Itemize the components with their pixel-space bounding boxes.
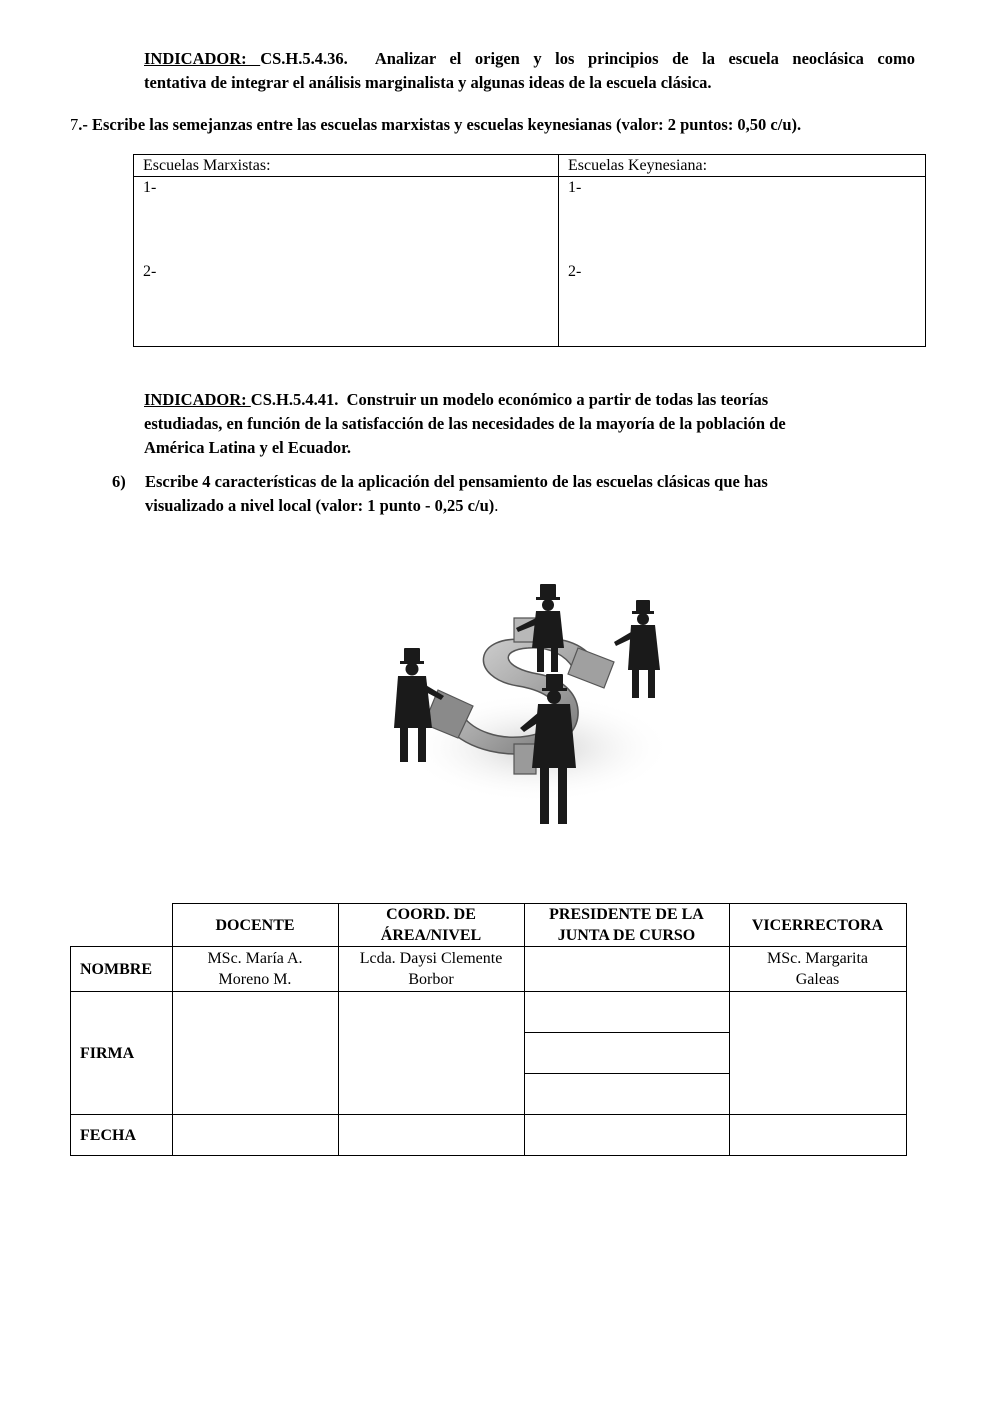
- nombre-docente-line-2: Moreno M.: [218, 971, 292, 988]
- indicator-1-label: INDICADOR:: [144, 49, 261, 68]
- header-coord-line-1: COORD. DE: [386, 906, 476, 923]
- header-presidente-line-2: JUNTA DE CURSO: [557, 927, 696, 944]
- indicator-2-text-1: Construir un modelo económico a partir de todas las teorías: [346, 390, 769, 409]
- indicator-2-line-2: estudiadas, en función de la satisfacción de las necesidades de la mayoría de la población de: [144, 414, 786, 433]
- marxistas-item-1: 1-: [143, 179, 157, 196]
- firma-presidente-1[interactable]: [524, 992, 729, 1033]
- comparison-table: [133, 154, 926, 347]
- question-7-text: .- Escribe las semejanzas entre las escuelas marxistas y escuelas keynesianas (valor: 2 puntos: 0,50 c/u).: [78, 115, 802, 134]
- indicator-2-label: INDICADOR:: [144, 390, 251, 409]
- indicator-1-line-2: tentativa de integrar el análisis marginalista y algunas ideas de la escuela clásica.: [144, 73, 712, 92]
- marxistas-answer-cell[interactable]: [134, 177, 559, 347]
- header-coord-line-2: ÁREA/NIVEL: [380, 927, 482, 944]
- fecha-vicerrectora[interactable]: [729, 1115, 906, 1156]
- nombre-coord-line-1: Lcda. Daysi Clemente: [359, 950, 503, 967]
- comparison-table-header-row: [134, 155, 926, 177]
- indicator-2-line-3: América Latina y el Ecuador.: [144, 438, 351, 457]
- header-presidente-line-1: PRESIDENTE DE LA: [549, 906, 704, 923]
- nombre-vice-line-2: Galeas: [795, 971, 840, 988]
- firma-coord[interactable]: [338, 992, 524, 1115]
- firma-presidente-2[interactable]: [524, 1033, 729, 1074]
- header-docente: DOCENTE: [172, 904, 338, 947]
- header-escuelas-marxistas: Escuelas Marxistas:: [134, 155, 559, 177]
- nombre-vice-line-1: MSc. Margarita: [766, 950, 868, 967]
- question-7-number: 7: [70, 115, 79, 134]
- nombre-vicerrectora: [729, 947, 906, 992]
- indicator-1-code: CS.H.5.4.36.: [260, 49, 348, 68]
- signature-table: [70, 903, 907, 1156]
- header-coord: [338, 904, 524, 947]
- businessman-figure-icon: [614, 600, 660, 698]
- nombre-row: [71, 947, 907, 992]
- row-label-fecha: FECHA: [71, 1115, 173, 1156]
- nombre-docente-line-1: MSc. María A.: [207, 950, 303, 967]
- fecha-presidente[interactable]: [524, 1115, 729, 1156]
- indicator-1: [144, 47, 915, 95]
- marxistas-item-2: 2-: [143, 263, 157, 280]
- nombre-presidente[interactable]: [524, 947, 729, 992]
- firma-vicerrectora[interactable]: [729, 992, 906, 1115]
- question-7: [70, 113, 950, 137]
- firma-row-1: [71, 992, 907, 1033]
- keynesiana-item-1: 1-: [568, 179, 582, 196]
- indicator-2: [144, 388, 919, 460]
- indicator-2-line-1: [144, 388, 919, 412]
- row-label-firma: FIRMA: [71, 992, 173, 1115]
- keynesiana-answer-cell[interactable]: [559, 177, 926, 347]
- empty-corner-cell: [71, 904, 173, 947]
- fecha-docente[interactable]: [172, 1115, 338, 1156]
- question-6-period: .: [494, 496, 499, 515]
- header-escuelas-keynesiana: Escuelas Keynesiana:: [559, 155, 926, 177]
- signature-header-row: [71, 904, 907, 947]
- nombre-coord-line-2: Borbor: [408, 971, 454, 988]
- businessmen-dollar-illustration: [378, 578, 684, 840]
- question-6-number: 6): [112, 472, 126, 491]
- question-6: [145, 470, 925, 518]
- indicator-1-line-1: [144, 47, 915, 71]
- fecha-coord[interactable]: [338, 1115, 524, 1156]
- keynesiana-item-2: 2-: [568, 263, 582, 280]
- question-6-line-2: [145, 494, 925, 518]
- nombre-docente: [172, 947, 338, 992]
- indicator-1-text-1: Analizar el origen y los principios de la escuela neoclásica como: [374, 49, 916, 68]
- row-label-nombre: NOMBRE: [71, 947, 173, 992]
- businessman-figure-icon: [516, 584, 564, 672]
- question-6-text-2: visualizado a nivel local (valor: 1 punto - 0,25 c/u): [145, 496, 495, 515]
- question-6-line-1: Escribe 4 características de la aplicación del pensamiento de las escuelas clásicas que has: [145, 472, 768, 491]
- header-vicerrectora: VICERRECTORA: [729, 904, 906, 947]
- firma-presidente-3[interactable]: [524, 1074, 729, 1115]
- fecha-row: [71, 1115, 907, 1156]
- nombre-coord: [338, 947, 524, 992]
- indicator-2-code: CS.H.5.4.41.: [250, 390, 339, 409]
- comparison-table-body-row: [134, 177, 926, 347]
- firma-docente[interactable]: [172, 992, 338, 1115]
- header-presidente: [524, 904, 729, 947]
